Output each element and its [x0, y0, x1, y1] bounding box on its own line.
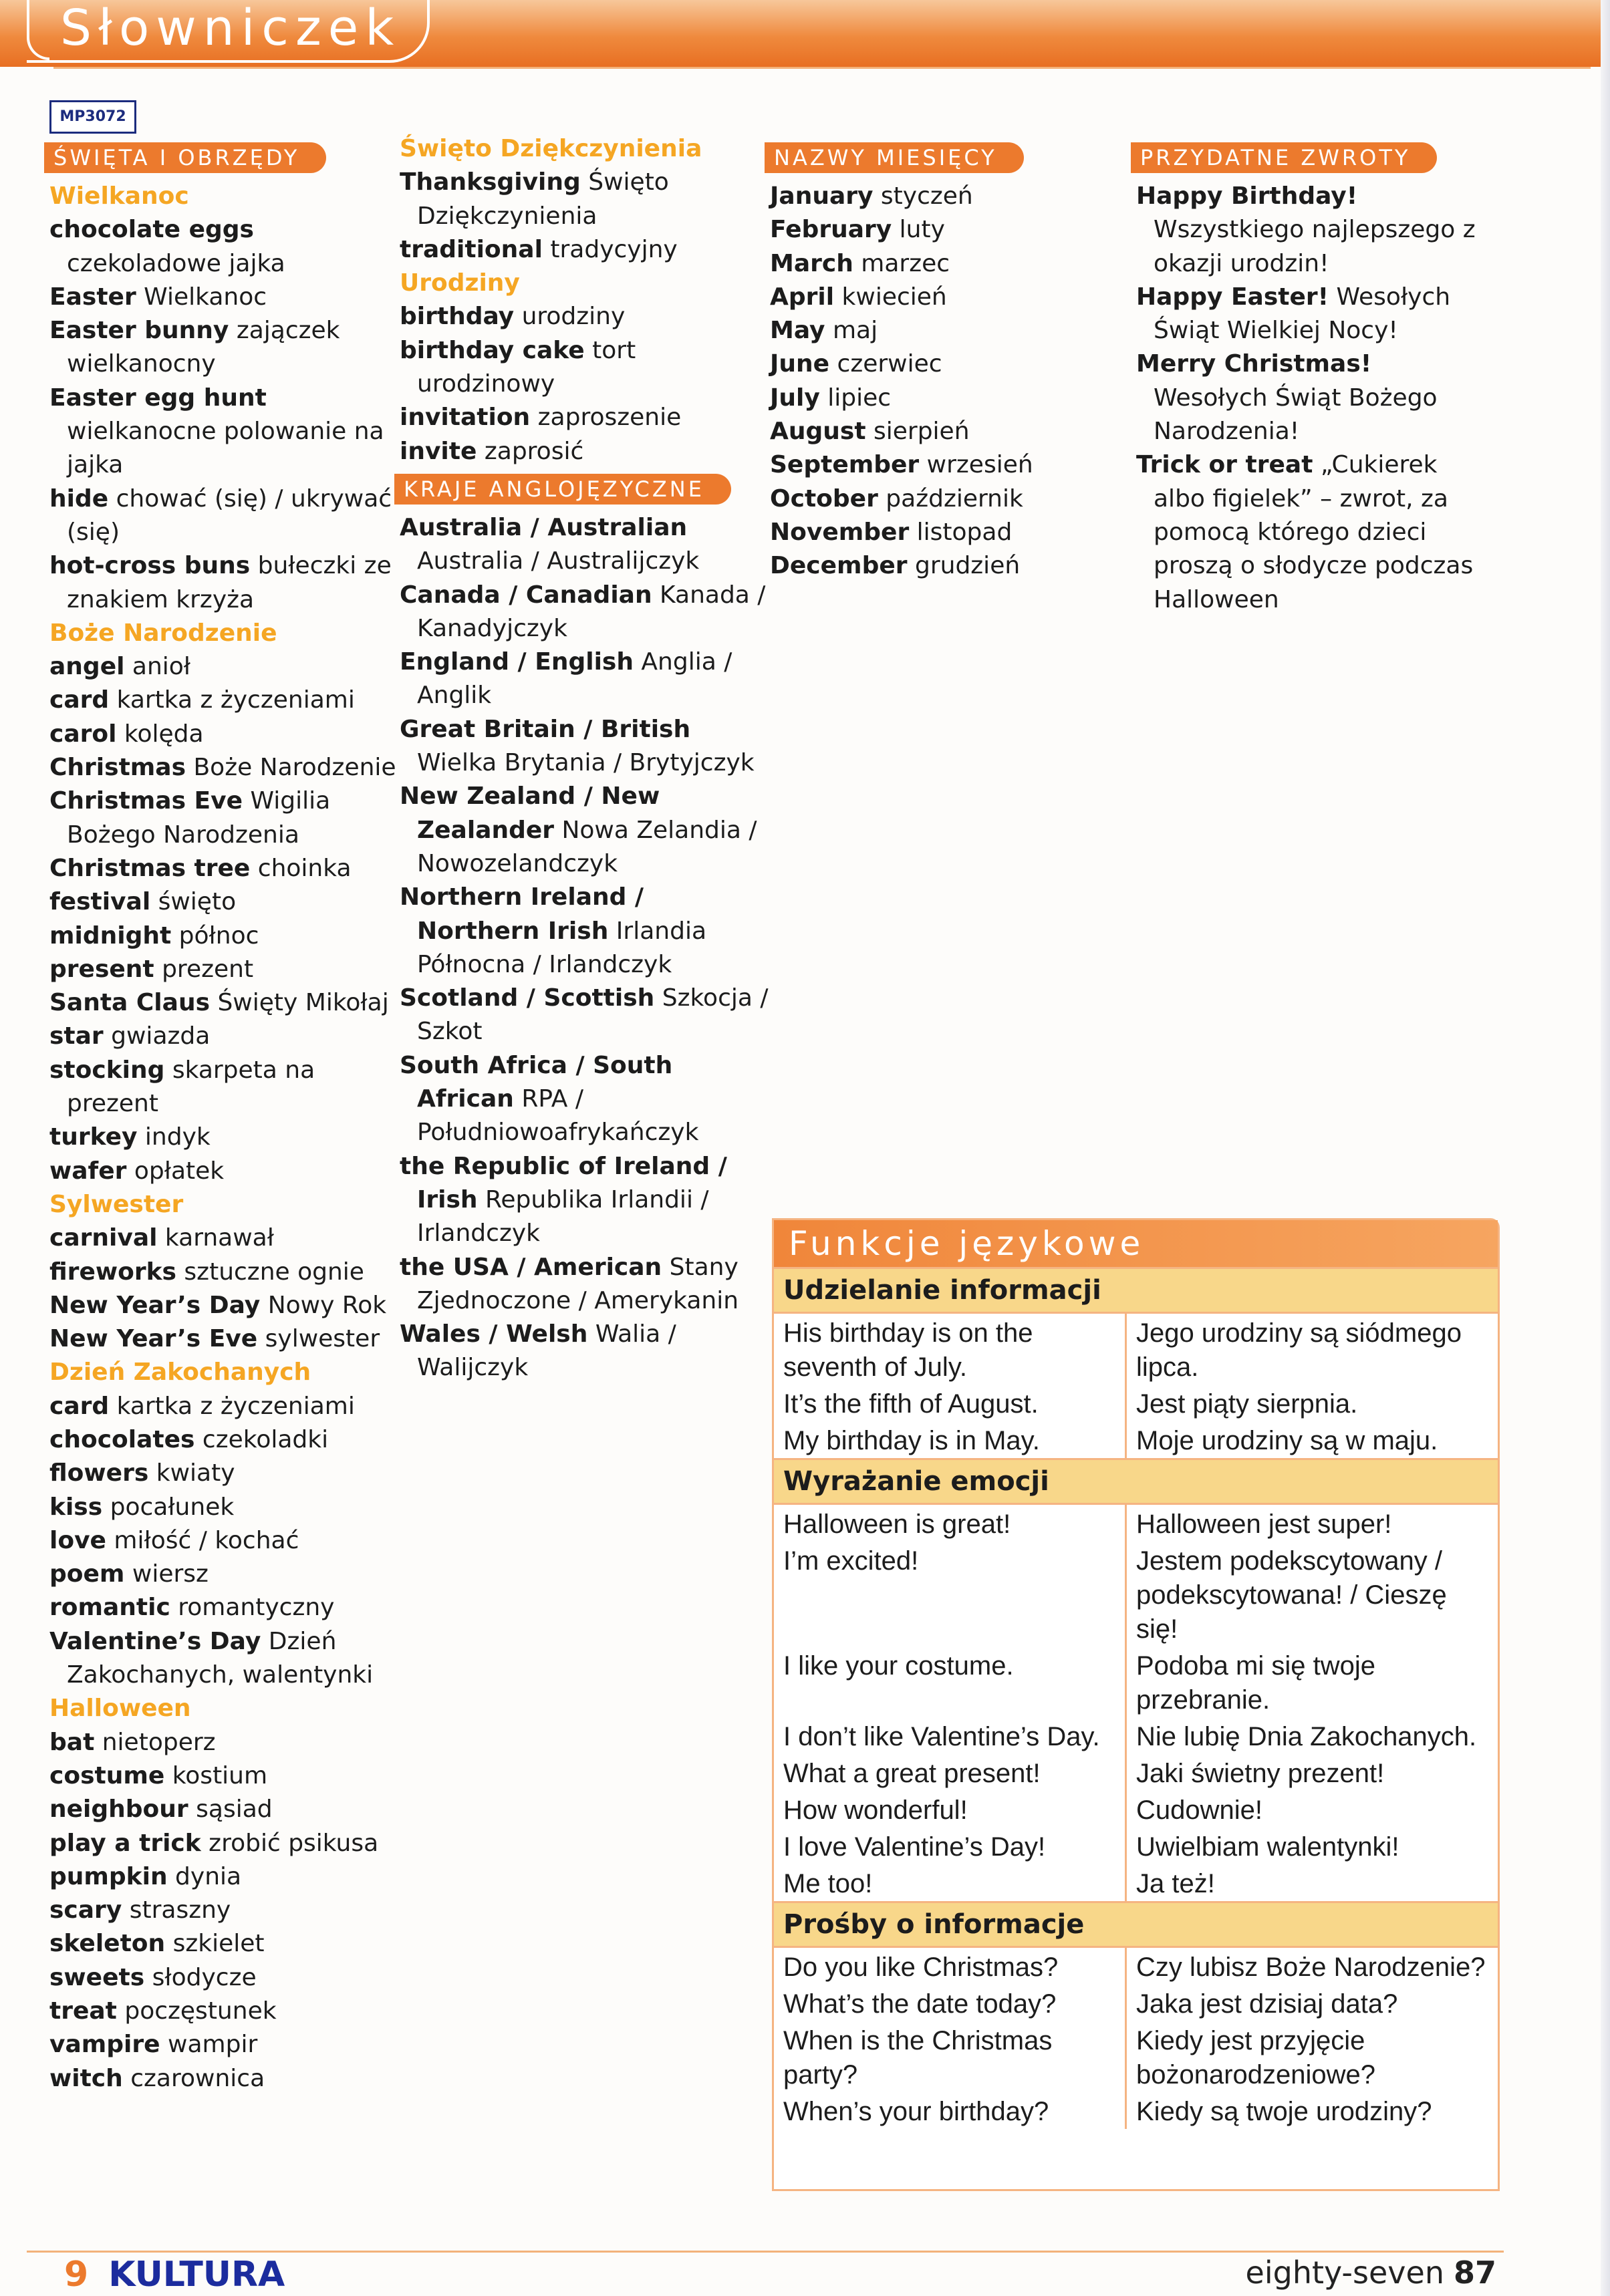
term-en: Easter bunny — [49, 317, 229, 345]
vocab-entry — [770, 247, 1084, 281]
phrase-pl: Ja też! — [1125, 1864, 1498, 1901]
vocab-entry — [770, 516, 1084, 549]
term-en: Christmas Eve — [49, 787, 243, 815]
term-pl: nietoperz — [102, 1728, 216, 1756]
term-en: January — [770, 182, 874, 210]
vocab-entry — [49, 2062, 397, 2096]
term-pl: luty — [899, 216, 945, 244]
term-pl: święto — [158, 888, 237, 916]
vocab-entry — [49, 1827, 397, 1860]
phrase-en: I love Valentine’s Day! — [783, 1832, 1046, 1862]
vocab-entry — [49, 1256, 397, 1289]
subheading: Boże Narodzenie — [49, 619, 277, 647]
vocab-entry — [400, 713, 774, 780]
term-pl: anioł — [132, 653, 191, 681]
function-section-title: Wyrażanie emocji — [774, 1458, 1498, 1505]
phrase-en: Halloween is great! — [783, 1510, 1011, 1539]
phrase-en: I don’t like Valentine’s Day. — [783, 1722, 1100, 1751]
phrase-pl: Podoba mi się twoje przebranie. — [1125, 1646, 1498, 1717]
term-pl: prezent — [162, 955, 254, 983]
term-en: March — [770, 249, 853, 277]
vocab-entry — [49, 1961, 397, 1995]
term-en: Great Britain / British — [400, 715, 691, 743]
header-rule — [53, 67, 1591, 69]
term-pl: Szkocja / Szkot — [417, 984, 769, 1046]
section-heading: PRZYDATNE ZWROTY — [1131, 142, 1437, 173]
vocab-entry — [770, 382, 1084, 415]
term-pl: kartka z życzeniami — [116, 686, 355, 714]
term-pl: zrobić psikusa — [209, 1829, 379, 1857]
term-en: Easter — [49, 283, 136, 311]
vocab-entry — [49, 1625, 397, 1693]
term-pl: sąsiad — [196, 1796, 273, 1824]
phrase-pl: Moje urodziny są w maju. — [1125, 1421, 1498, 1458]
countries-vocabulary — [400, 511, 774, 1385]
term-en: play a trick — [49, 1829, 201, 1857]
vocab-entry — [400, 401, 774, 434]
vocab-entry — [49, 1222, 397, 1255]
phrase-en: How wonderful! — [783, 1796, 968, 1825]
term-en: stocking — [49, 1056, 165, 1084]
term-en: August — [770, 418, 866, 446]
vocab-entry — [400, 300, 774, 333]
term-pl: wampir — [168, 2031, 258, 2059]
term-pl: Wesołych Świąt Bożego Narodzenia! — [1154, 384, 1438, 446]
subheading: Święto Dziękczynienia — [400, 135, 702, 162]
term-en: Easter egg hunt — [49, 384, 267, 412]
term-en: Australia / Australian — [400, 513, 688, 541]
term-en: chocolate eggs — [49, 216, 254, 244]
phrase-pl: Cudownie! — [1125, 1791, 1498, 1828]
term-pl: Wigilia Bożego Narodzenia — [67, 787, 331, 849]
vocab-entry — [400, 645, 774, 713]
vocab-entry — [400, 1251, 774, 1318]
vocab-entry — [49, 1423, 397, 1457]
holiday-vocabulary — [49, 180, 397, 2096]
vocab-entry — [49, 1121, 397, 1154]
term-pl: romantyczny — [178, 1594, 335, 1622]
phrase-en: What a great present! — [783, 1759, 1041, 1788]
vocab-entry — [49, 1860, 397, 1894]
term-pl: zaproszenie — [537, 404, 682, 432]
phrase-en: I like your costume. — [783, 1651, 1014, 1681]
vocab-entry — [400, 166, 774, 233]
term-en: birthday — [400, 303, 515, 331]
term-en: June — [770, 350, 830, 378]
term-pl: urodziny — [521, 303, 626, 331]
phrase-pl: Jest piąty sierpnia. — [1125, 1385, 1498, 1421]
subheading: Wielkanoc — [49, 182, 189, 210]
page-edge — [1601, 0, 1610, 2296]
subheading: Urodziny — [400, 269, 520, 297]
term-en: December — [770, 552, 908, 580]
vocab-entry — [770, 347, 1084, 381]
vocab-entry — [49, 1558, 397, 1591]
vocab-entry — [49, 213, 397, 281]
vocab-entry — [770, 281, 1084, 314]
term-en: card — [49, 686, 110, 714]
term-pl: kostium — [172, 1761, 268, 1789]
term-en: card — [49, 1392, 110, 1420]
term-pl: kwiaty — [156, 1459, 235, 1487]
phrase-en: Do you like Christmas? — [783, 1953, 1059, 1982]
subheading: Halloween — [49, 1695, 191, 1723]
section-heading: NAZWY MIESIĘCY — [765, 142, 1024, 173]
vocab-entry — [400, 334, 774, 402]
phrase-en: I’m excited! — [783, 1546, 919, 1576]
vocab-entry — [770, 180, 1084, 213]
phrase-pl: Kiedy są twoje urodziny? — [1125, 2092, 1498, 2129]
term-en: New Zealand / New Zealander — [400, 782, 660, 844]
term-pl: poczęstunek — [124, 1997, 277, 2025]
term-pl: Wszystkiego najlepszego z okazji urodzin! — [1154, 216, 1476, 277]
term-en: festival — [49, 888, 151, 916]
page-number-label — [1246, 2255, 1496, 2291]
term-en: July — [770, 384, 820, 412]
phrase-en: What’s the date today? — [783, 1989, 1057, 2019]
phrase-pl: Jestem podekscytowany / podekscytowana! / Cieszę się! — [1125, 1542, 1498, 1646]
term-en: November — [770, 518, 910, 546]
term-pl: Dzień Zakochanych, walentynki — [67, 1627, 374, 1689]
term-en: love — [49, 1526, 106, 1554]
term-en: neighbour — [49, 1796, 188, 1824]
term-en: star — [49, 1022, 104, 1050]
language-functions-box — [772, 1218, 1500, 2191]
term-en: traditional — [400, 235, 543, 263]
term-pl: maj — [832, 317, 878, 345]
term-pl: chować (się) / ukrywać (się) — [67, 484, 392, 546]
vocab-entry — [49, 1390, 397, 1423]
term-pl: straszny — [129, 1896, 231, 1924]
term-en: sweets — [49, 1963, 145, 1991]
vocab-entry — [49, 281, 397, 314]
term-en: the Republic of Ireland / Irish — [400, 1152, 727, 1213]
section-heading: KRAJE ANGLOJĘZYCZNE — [394, 474, 731, 505]
phrase-en: His birthday is on the seventh of July. — [783, 1318, 1033, 1382]
term-pl: Kanada / Kanadyjczyk — [417, 581, 766, 642]
vocab-entry — [49, 1054, 397, 1121]
vocab-entry — [770, 549, 1084, 583]
vocab-entry — [49, 1322, 397, 1356]
vocab-entry — [49, 314, 397, 382]
term-en: invite — [400, 437, 477, 465]
vocab-entry — [49, 1995, 397, 2028]
unit-number: 9 — [64, 2255, 89, 2295]
term-en: Wales / Welsh — [400, 1320, 588, 1348]
term-en: midnight — [49, 921, 172, 950]
vocab-entry — [49, 784, 397, 852]
unit-name: KULTURA — [108, 2255, 285, 2295]
vocab-entry — [49, 852, 397, 885]
column-holidays — [49, 137, 397, 2096]
term-pl: październik — [886, 484, 1023, 513]
term-pl: tort urodzinowy — [417, 336, 636, 398]
term-pl: Irlandia Północna / Irlandczyk — [417, 917, 707, 978]
vocab-entry — [49, 1155, 397, 1188]
vocab-entry — [400, 1150, 774, 1251]
audio-track-badge[interactable]: MP3072 — [49, 100, 136, 134]
term-pl: kolęda — [124, 720, 204, 748]
vocab-entry — [400, 881, 774, 982]
phrase-pl: Halloween jest super! — [1125, 1505, 1498, 1542]
term-pl: Australia / Australijczyk — [417, 547, 700, 575]
vocab-entry — [1136, 281, 1484, 348]
term-en: Santa Claus — [49, 989, 210, 1017]
term-en: invitation — [400, 404, 531, 432]
phrase-pl: Jego urodziny są siódmego lipca. — [1125, 1314, 1498, 1385]
vocab-entry — [49, 650, 397, 684]
vocab-entry — [49, 1726, 397, 1759]
vocab-entry — [49, 1591, 397, 1624]
term-pl: styczeń — [880, 182, 973, 210]
term-en: Happy Easter! — [1136, 283, 1329, 311]
term-en: treat — [49, 1997, 117, 2025]
phrase-en: Me too! — [783, 1869, 873, 1898]
term-en: May — [770, 317, 825, 345]
term-en: the USA / American — [400, 1253, 662, 1281]
term-en: Christmas tree — [49, 854, 251, 882]
term-pl: zaprosić — [484, 437, 584, 465]
vocab-entry — [49, 1759, 397, 1793]
vocab-entry — [49, 1491, 397, 1524]
term-pl: czarownica — [130, 2064, 265, 2092]
term-en: Scotland / Scottish — [400, 984, 655, 1012]
term-pl: RPA / Południowoafrykańczyk — [417, 1085, 699, 1147]
term-pl: grudzień — [914, 552, 1021, 580]
term-en: Valentine’s Day — [49, 1627, 261, 1655]
vocab-entry — [49, 1457, 397, 1490]
phrase-pl: Nie lubię Dnia Zakochanych. — [1125, 1717, 1498, 1754]
term-pl: Nowa Zelandia / Nowozelandczyk — [417, 816, 757, 877]
term-en: April — [770, 283, 835, 311]
term-en: September — [770, 451, 920, 479]
term-pl: Wielkanoc — [144, 283, 267, 311]
term-en: skeleton — [49, 1930, 166, 1958]
phrase-pl: Czy lubisz Boże Narodzenie? — [1125, 1948, 1498, 1985]
term-en: Happy Birthday! — [1136, 182, 1358, 210]
vocab-entry — [400, 780, 774, 881]
term-pl: Stany Zjednoczone / Amerykanin — [417, 1253, 739, 1314]
term-en: costume — [49, 1761, 165, 1789]
thanksgiving-birthday-vocabulary — [400, 132, 774, 468]
term-pl: słodycze — [152, 1963, 257, 1991]
term-en: birthday cake — [400, 336, 585, 364]
term-en: Merry Christmas! — [1136, 350, 1372, 378]
term-en: carnival — [49, 1224, 158, 1252]
term-en: kiss — [49, 1493, 103, 1521]
vocab-entry — [49, 549, 397, 617]
function-rows — [774, 1948, 1498, 2129]
term-pl: wielkanocne polowanie na jajka — [67, 418, 384, 479]
vocab-entry — [49, 1927, 397, 1961]
term-pl: Republika Irlandii / Irlandczyk — [417, 1185, 709, 1248]
term-en: Northern Ireland / Northern Irish — [400, 883, 644, 945]
term-en: bat — [49, 1728, 95, 1756]
term-pl: czekoladki — [202, 1425, 329, 1453]
term-en: England / English — [400, 648, 634, 676]
term-pl: lipiec — [827, 384, 892, 412]
vocab-entry — [400, 982, 774, 1049]
vocab-entry — [49, 1020, 397, 1053]
vocab-entry — [400, 511, 774, 579]
phrase-en: When is the Christmas party? — [783, 2026, 1053, 2090]
term-en: chocolates — [49, 1425, 195, 1453]
term-en: wafer — [49, 1157, 127, 1185]
term-en: Trick or treat — [1136, 451, 1313, 479]
vocab-entry — [770, 213, 1084, 247]
vocab-entry — [49, 751, 397, 784]
term-en: scary — [49, 1896, 122, 1924]
term-en: present — [49, 955, 154, 983]
vocab-entry — [1136, 180, 1484, 281]
term-pl: wiersz — [132, 1560, 209, 1588]
page-title: Słowniczek — [27, 0, 430, 63]
vocab-entry — [49, 684, 397, 717]
term-pl: wrzesień — [926, 451, 1033, 479]
vocab-entry — [400, 1049, 774, 1150]
term-pl: zajączek wielkanocny — [67, 317, 340, 378]
term-en: romantic — [49, 1594, 170, 1622]
vocab-entry — [770, 448, 1084, 482]
phrase-en: My birthday is in May. — [783, 1426, 1040, 1455]
vocab-entry — [49, 885, 397, 919]
vocab-entry — [770, 415, 1084, 448]
vocab-entry — [49, 1289, 397, 1322]
phrase-pl: Uwielbiam walentynki! — [1125, 1828, 1498, 1864]
term-en: fireworks — [49, 1258, 176, 1286]
header-bar — [0, 0, 1610, 67]
term-en: witch — [49, 2064, 123, 2092]
term-en: February — [770, 216, 892, 244]
vocab-entry — [770, 482, 1084, 516]
page-number-words: eighty-seven — [1245, 2255, 1444, 2291]
vocab-entry — [49, 482, 397, 550]
useful-phrases — [1136, 180, 1484, 617]
term-pl: opłatek — [134, 1157, 225, 1185]
term-pl: choinka — [257, 854, 352, 882]
phrase-pl: Kiedy jest przyjęcie bożonarodzeniowe? — [1125, 2021, 1498, 2092]
term-en: hot-cross buns — [49, 552, 251, 580]
term-en: flowers — [49, 1459, 149, 1487]
term-pl: pocałunek — [110, 1493, 235, 1521]
vocab-entry — [49, 919, 397, 953]
term-pl: sierpień — [873, 418, 970, 446]
vocab-entry — [1136, 347, 1484, 448]
column-phrases — [1136, 137, 1484, 617]
term-en: poem — [49, 1560, 125, 1588]
vocab-entry — [1136, 448, 1484, 616]
term-en: South Africa / South African — [400, 1051, 673, 1113]
term-pl: listopad — [916, 518, 1013, 546]
vocab-entry — [49, 382, 397, 482]
term-pl: karnawał — [164, 1224, 274, 1252]
page-number: 87 — [1453, 2255, 1496, 2291]
phrase-pl: Jaki świetny prezent! — [1125, 1754, 1498, 1791]
term-en: New Year’s Day — [49, 1291, 261, 1319]
function-section-title: Prośby o informacje — [774, 1901, 1498, 1948]
term-pl: czekoladowe jajka — [67, 249, 285, 277]
term-pl: kwiecień — [841, 283, 947, 311]
term-en: angel — [49, 653, 125, 681]
term-pl: tradycyjny — [550, 235, 678, 263]
months-vocabulary — [770, 180, 1084, 583]
vocab-entry — [49, 1524, 397, 1558]
vocab-entry — [49, 2028, 397, 2061]
term-en: carol — [49, 720, 117, 748]
term-pl: Boże Narodzenie — [193, 754, 396, 782]
column-thanksgiving-countries — [400, 132, 774, 1385]
vocab-entry — [400, 579, 774, 646]
term-en: vampire — [49, 2031, 160, 2059]
term-en: Canada / Canadian — [400, 581, 652, 609]
term-pl: czerwiec — [837, 350, 942, 378]
phrase-pl: Jaka jest dzisiaj data? — [1125, 1985, 1498, 2021]
term-pl: bułeczki ze znakiem krzyża — [67, 552, 392, 613]
column-months — [770, 137, 1084, 583]
vocab-entry — [49, 1793, 397, 1826]
term-en: Christmas — [49, 754, 186, 782]
term-pl: kartka z życzeniami — [116, 1392, 355, 1420]
term-pl: gwiazda — [111, 1022, 211, 1050]
term-pl: Nowy Rok — [267, 1291, 387, 1319]
term-en: pumpkin — [49, 1862, 168, 1890]
subheading: Sylwester — [49, 1190, 184, 1218]
term-pl: Święty Mikołaj — [217, 989, 389, 1017]
function-section-title: Udzielanie informacji — [774, 1267, 1498, 1314]
function-rows — [774, 1505, 1498, 1901]
function-rows — [774, 1314, 1498, 1458]
footer-rule — [27, 2251, 1504, 2253]
term-en: October — [770, 484, 878, 513]
term-pl: sylwester — [265, 1325, 380, 1353]
term-pl: indyk — [144, 1123, 211, 1151]
vocab-entry — [49, 986, 397, 1020]
vocab-entry — [49, 953, 397, 986]
term-pl: skarpeta na prezent — [67, 1056, 315, 1118]
term-pl: Anglia / Anglik — [417, 648, 732, 710]
vocab-entry — [770, 314, 1084, 347]
term-en: Thanksgiving — [400, 168, 581, 196]
unit-label — [64, 2255, 285, 2295]
vocab-entry — [400, 233, 774, 267]
term-pl: dynia — [175, 1862, 242, 1890]
term-pl: marzec — [861, 249, 950, 277]
term-en: hide — [49, 484, 109, 513]
vocab-entry — [49, 718, 397, 751]
vocab-entry — [400, 1318, 774, 1385]
term-pl: Wesołych Świąt Wielkiej Nocy! — [1154, 283, 1451, 345]
term-pl: „Cukierek albo figielek” – zwrot, za pomocą którego dzieci proszą o słodycze podczas Halloween — [1154, 451, 1474, 613]
phrase-en: When’s your birthday? — [783, 2097, 1049, 2126]
term-pl: Walia / Walijczyk — [417, 1320, 676, 1382]
language-functions-table — [774, 1267, 1498, 2129]
term-pl: Wielka Brytania / Brytyjczyk — [417, 749, 755, 777]
term-pl: miłość / kochać — [114, 1526, 299, 1554]
subheading: Dzień Zakochanych — [49, 1358, 311, 1387]
vocab-entry — [49, 1894, 397, 1927]
term-en: turkey — [49, 1123, 138, 1151]
term-pl: Święto Dziękczynienia — [417, 168, 669, 230]
phrase-en: It’s the fifth of August. — [783, 1389, 1039, 1419]
vocab-entry — [400, 435, 774, 468]
section-heading: ŚWIĘTA I OBRZĘDY — [44, 142, 326, 173]
term-pl: szkielet — [172, 1930, 265, 1958]
term-pl: północ — [178, 921, 259, 950]
term-pl: sztuczne ognie — [184, 1258, 364, 1286]
language-functions-title: Funkcje językowe — [774, 1220, 1498, 1267]
term-en: New Year’s Eve — [49, 1325, 258, 1353]
